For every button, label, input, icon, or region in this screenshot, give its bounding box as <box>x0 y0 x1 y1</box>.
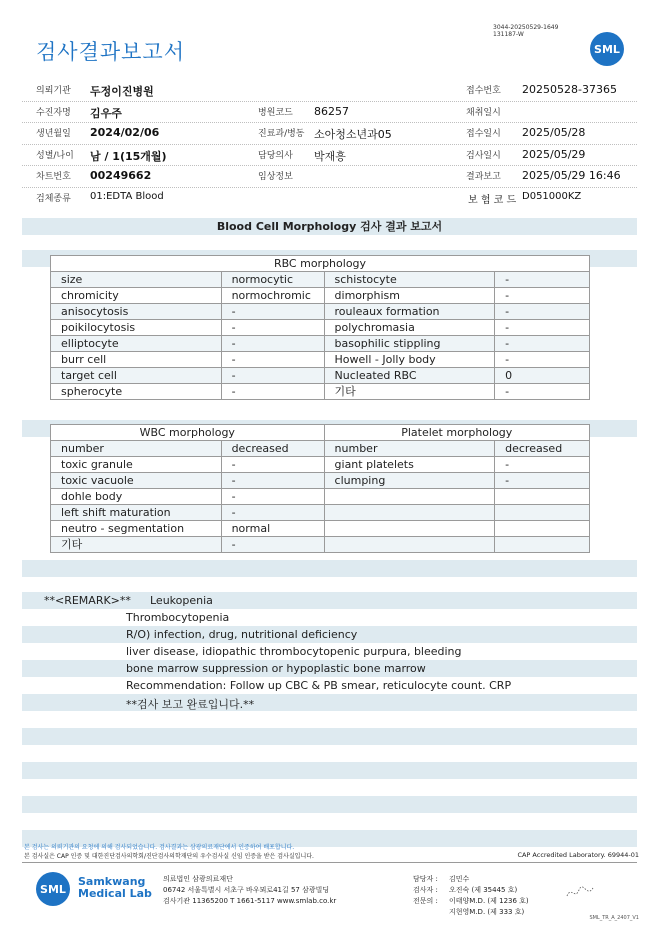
rbc-header: RBC morphology <box>51 256 590 272</box>
table-row <box>51 441 590 457</box>
footer-divider <box>22 862 637 863</box>
table-row <box>51 368 590 384</box>
morphology-result: - <box>221 505 324 521</box>
insurance-label: 보 험 코 드 <box>468 194 517 206</box>
morphology-item: anisocytosis <box>51 304 222 320</box>
morphology-result: normocytic <box>221 272 324 288</box>
morphology-result: - <box>221 352 324 368</box>
wbc-platelet-morphology-table <box>50 424 590 553</box>
morphology-result: - <box>221 368 324 384</box>
morphology-item: schistocyte <box>324 272 495 288</box>
remark-line: R/O) infection, drug, nutritional deficiency <box>126 628 358 641</box>
table-row <box>51 489 590 505</box>
footer-specialist <box>413 896 529 906</box>
dept-label: 진료과/병동 <box>258 129 305 139</box>
specimen-label: 검체종류 <box>36 193 71 204</box>
table-row <box>51 304 590 320</box>
morphology-item: toxic granule <box>51 457 222 473</box>
table-row <box>51 505 590 521</box>
document-code-line1: 3044-20250529-1649 <box>493 24 559 31</box>
rbc-morphology-table <box>50 255 590 400</box>
specialist-label: 전문의 : <box>413 897 438 905</box>
footer-staff <box>413 874 469 884</box>
morphology-result: - <box>495 457 590 473</box>
footer-specialist-2 <box>413 907 524 917</box>
table-row <box>51 521 590 537</box>
table-row <box>51 352 590 368</box>
table-row <box>51 384 590 400</box>
remark-line: **검사 보고 완료입니다.** <box>126 698 255 711</box>
morphology-item: dohle body <box>51 489 222 505</box>
receipt-no-value: 20250528-37365 <box>522 83 617 96</box>
chart-no-value: 00249662 <box>90 169 152 182</box>
morphology-result: - <box>221 336 324 352</box>
chart-no-label: 차트번호 <box>36 172 71 182</box>
receipt-date-value: 2025/05/28 <box>522 126 586 139</box>
band <box>22 762 637 779</box>
band <box>22 796 637 813</box>
sex-age-value: 남 / 1(15개월) <box>90 149 167 163</box>
remark-line: bone marrow suppression or hypoplastic bone marrow <box>126 662 426 675</box>
morphology-item: target cell <box>51 368 222 384</box>
morphology-item: spherocyte <box>51 384 222 400</box>
morphology-result <box>495 505 590 521</box>
requester-label: 의뢰기관 <box>36 86 71 96</box>
footer-sml-logo: SML <box>36 872 70 906</box>
hospital-code-value: 86257 <box>314 104 349 118</box>
collect-date-label: 채취일시 <box>466 107 501 118</box>
morphology-item: basophilic stippling <box>324 336 495 352</box>
morphology-result: - <box>495 320 590 336</box>
info-row <box>22 145 637 167</box>
band <box>22 694 637 711</box>
table-row <box>51 336 590 352</box>
patient-info <box>22 80 637 208</box>
table-row <box>51 320 590 336</box>
morphology-item <box>324 521 495 537</box>
morphology-result <box>495 489 590 505</box>
morphology-item: chromicity <box>51 288 222 304</box>
morphology-item: number <box>324 441 495 457</box>
info-row <box>22 102 637 124</box>
info-row <box>22 80 637 102</box>
specimen-value: 01:EDTA Blood <box>90 190 164 202</box>
morphology-item <box>324 537 495 553</box>
morphology-result: decreased <box>495 441 590 457</box>
morphology-result: - <box>495 352 590 368</box>
morphology-item: number <box>51 441 222 457</box>
table-row <box>51 272 590 288</box>
morphology-result: - <box>495 304 590 320</box>
table-header-row <box>51 425 590 441</box>
sex-age-label: 성별/나이 <box>36 150 74 161</box>
morphology-item: Nucleated RBC <box>324 368 495 384</box>
hospital-code-label: 병원코드 <box>258 107 293 118</box>
morphology-item <box>324 489 495 505</box>
morphology-item: toxic vacuole <box>51 473 222 489</box>
wbc-header: WBC morphology <box>51 425 325 441</box>
remark-line: liver disease, idiopathic thrombocytopenic purpura, bleeding <box>126 645 462 658</box>
footer-address-1: 의료법인 삼광의료재단 <box>163 875 233 883</box>
footer-address-2: 06742 서울특별시 서초구 바우뫼로41길 57 삼광빌딩 <box>163 886 330 894</box>
morphology-item: rouleaux formation <box>324 304 495 320</box>
morphology-result: - <box>495 384 590 400</box>
tester-label: 검사자 : <box>413 886 438 894</box>
remark-line: Thrombocytopenia <box>126 611 230 624</box>
platelet-header: Platelet morphology <box>324 425 589 441</box>
morphology-item: dimorphism <box>324 288 495 304</box>
dob-value: 2024/02/06 <box>90 126 160 139</box>
requester-value: 두정이진병원 <box>90 85 154 98</box>
morphology-item: poikilocytosis <box>51 320 222 336</box>
footer-address-3: 검사기관 11365200 T 1661-5117 www.smlab.co.kr <box>163 897 337 905</box>
morphology-result: - <box>221 537 324 553</box>
morphology-result: - <box>495 288 590 304</box>
morphology-result <box>495 537 590 553</box>
cap-accreditation: CAP Accredited Laboratory. 69944-01 <box>517 851 639 859</box>
specialist-value-2: 지현영M.D. (제 333 호) <box>449 908 525 916</box>
morphology-item: polychromasia <box>324 320 495 336</box>
report-date-label: 결과보고 <box>466 172 501 182</box>
name-value: 김우주 <box>90 106 122 120</box>
remark-line: Leukopenia <box>150 594 213 607</box>
morphology-result: - <box>495 272 590 288</box>
info-row <box>22 166 637 188</box>
receipt-no-label: 접수번호 <box>466 86 501 96</box>
morphology-item: clumping <box>324 473 495 489</box>
morphology-item: elliptocyte <box>51 336 222 352</box>
table-row <box>51 537 590 553</box>
morphology-report-title: Blood Cell Morphology 검사 결과 보고서 <box>216 220 443 233</box>
remark-label: **<REMARK>** <box>44 594 131 607</box>
morphology-item: 기타 <box>51 537 222 553</box>
receipt-date-label: 접수일시 <box>466 129 501 139</box>
morphology-item <box>324 505 495 521</box>
morphology-item: left shift maturation <box>51 505 222 521</box>
org-name-line2: Medical Lab <box>78 887 152 900</box>
dept-value: 소아청소년과05 <box>314 128 392 141</box>
morphology-result: - <box>221 489 324 505</box>
morphology-result: - <box>221 384 324 400</box>
tester-value: 오진숙 (제 35445 호) <box>449 886 518 894</box>
specialist-value-1: 이태양M.D. (제 1236 호) <box>449 897 529 905</box>
table-row <box>51 457 590 473</box>
footer-note-2: 본 검사실은 CAP 인증 및 대한진단검사의학회/진단검사의학재단의 우수검사실 신임 인증을 받은 검사실입니다. <box>24 853 314 860</box>
table-row <box>51 473 590 489</box>
morphology-item: giant platelets <box>324 457 495 473</box>
morphology-result: normochromic <box>221 288 324 304</box>
morphology-item: size <box>51 272 222 288</box>
footer-org-name <box>78 876 152 900</box>
table-header-row <box>51 256 590 272</box>
remark-line: Recommendation: Follow up CBC & PB smear, reticulocyte count. CRP <box>126 679 512 692</box>
morphology-result: decreased <box>221 441 324 457</box>
doctor-label: 담당의사 <box>258 150 293 161</box>
morphology-result: - <box>495 473 590 489</box>
morphology-result: - <box>221 320 324 336</box>
document-code-line2: 131187-W <box>493 31 524 38</box>
staff-label: 담당자 : <box>413 875 438 883</box>
morphology-result: - <box>221 473 324 489</box>
band <box>22 728 637 745</box>
morphology-result: - <box>221 457 324 473</box>
form-version: SML_TR_A_2407_V1 <box>589 915 639 921</box>
morphology-item: 기타 <box>324 384 495 400</box>
org-name-line1: Samkwang <box>78 875 146 888</box>
info-row <box>22 123 637 145</box>
morphology-item: Howell - Jolly body <box>324 352 495 368</box>
sml-logo: SML <box>590 32 624 66</box>
document-code <box>493 24 558 38</box>
morphology-result: normal <box>221 521 324 537</box>
dob-label: 생년월일 <box>36 129 71 139</box>
test-date-value: 2025/05/29 <box>522 147 586 161</box>
footer-tester <box>413 885 517 895</box>
report-date-value: 2025/05/29 16:46 <box>522 169 621 182</box>
morphology-result <box>495 521 590 537</box>
band <box>22 560 637 577</box>
morphology-result: - <box>221 304 324 320</box>
doctor-value: 박재흥 <box>314 149 346 163</box>
signature-icon <box>565 882 595 902</box>
report-title-heading: 검사결과보고서 <box>36 40 186 64</box>
morphology-item: neutro - segmentation <box>51 521 222 537</box>
footer-note-1: 본 검사는 의뢰기관의 요청에 의해 검사되었습니다. 검사결과는 삼광의료재단에서 인증하여 배포합니다. <box>24 844 295 851</box>
morphology-result: - <box>495 336 590 352</box>
info-row <box>22 188 637 209</box>
morphology-result: 0 <box>495 368 590 384</box>
clinical-label: 임상정보 <box>258 172 293 182</box>
test-date-label: 검사일시 <box>466 150 501 161</box>
morphology-item: burr cell <box>51 352 222 368</box>
name-label: 수진자명 <box>36 107 71 118</box>
staff-value: 김민수 <box>449 875 470 883</box>
table-row <box>51 288 590 304</box>
insurance-value: D051000KZ <box>522 190 582 202</box>
